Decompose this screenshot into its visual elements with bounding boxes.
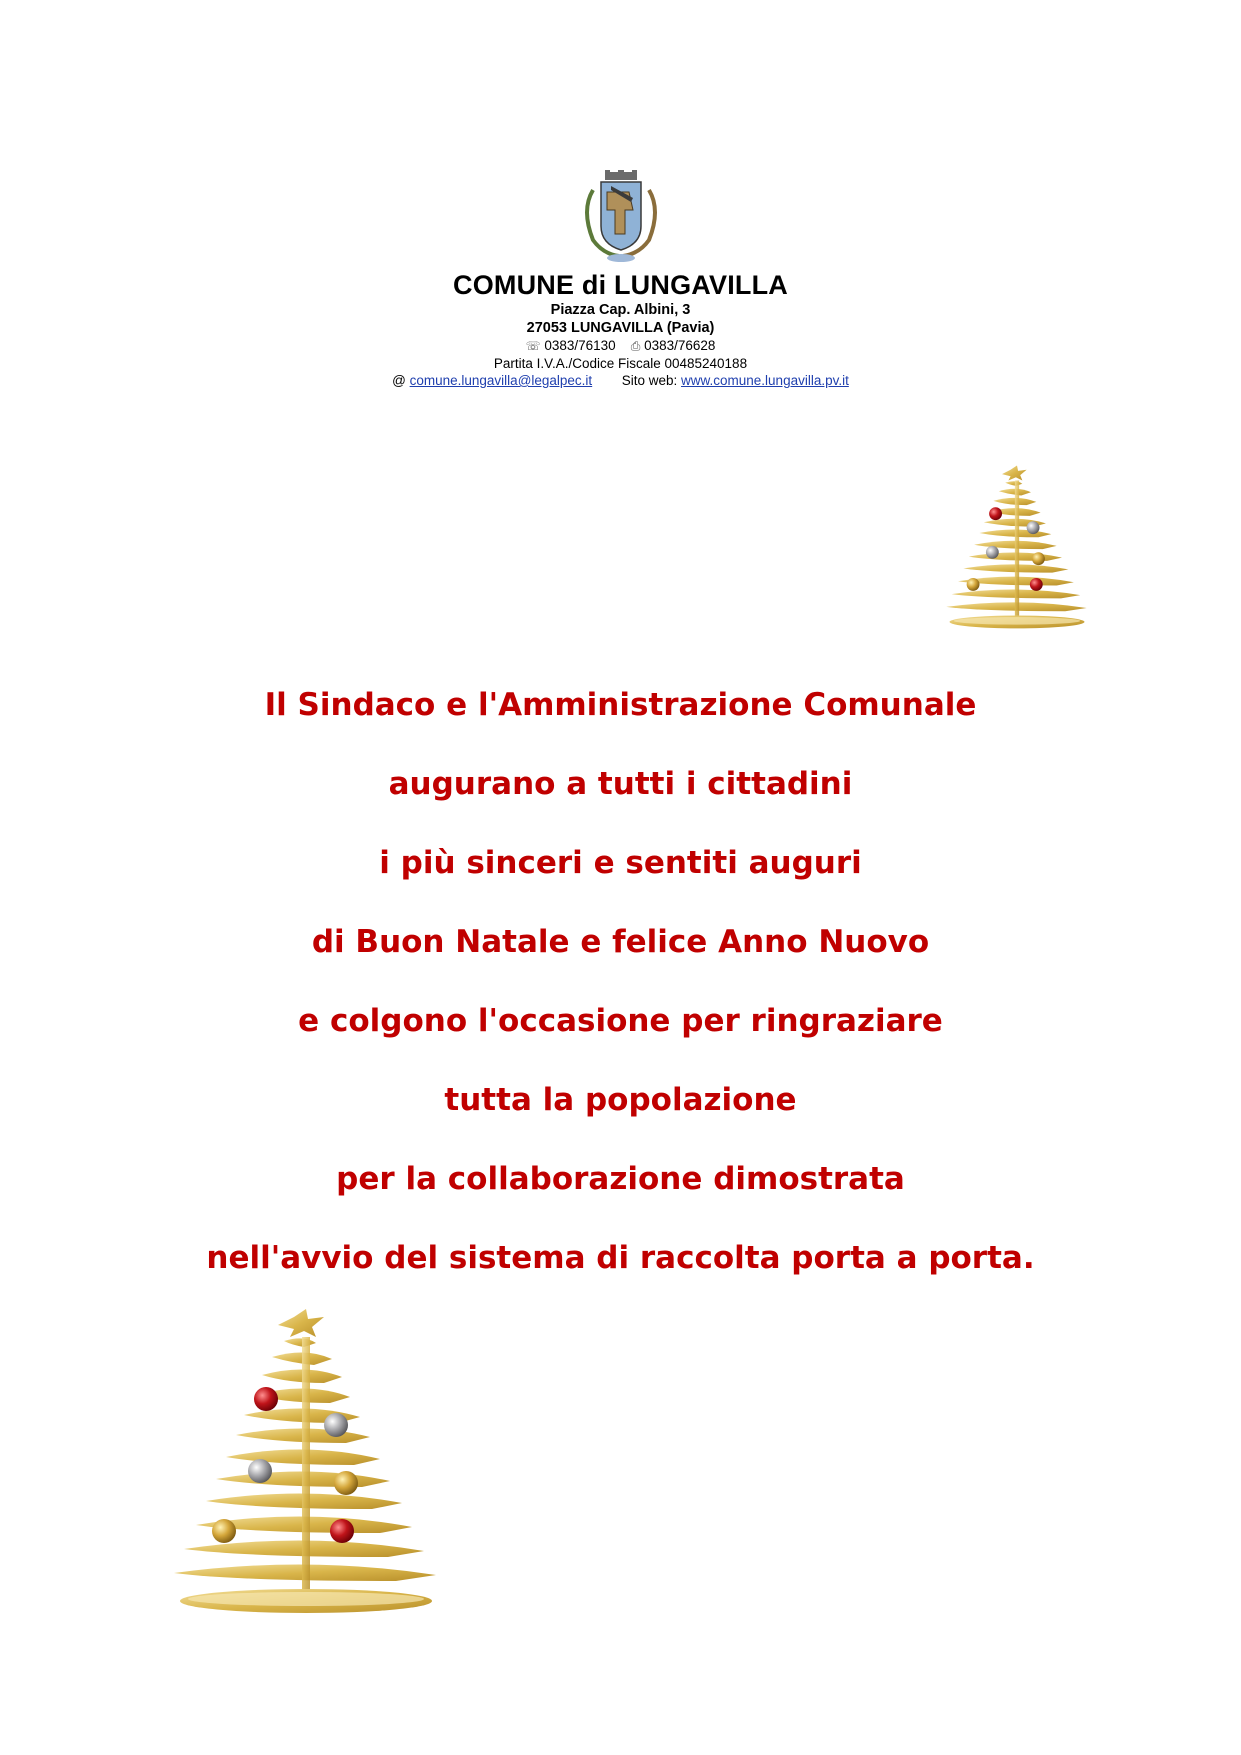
phone-icon: ☏	[525, 339, 541, 353]
greeting-line: per la collaborazione dimostrata	[336, 1161, 905, 1197]
contact-phones	[0, 337, 1241, 355]
email-prefix: @	[392, 373, 406, 388]
email-link[interactable]: comune.lungavilla@legalpec.it	[409, 373, 593, 388]
address-street: Piazza Cap. Albini, 3	[550, 302, 691, 318]
website-link[interactable]: www.comune.lungavilla.pv.it	[681, 373, 849, 388]
greeting-message	[0, 666, 1241, 1298]
greeting-line: augurano a tutti i cittadini	[388, 766, 853, 802]
fax-number: 0383/76628	[644, 338, 716, 353]
fax-icon: ⎙	[630, 339, 641, 353]
coat-of-arms-icon	[571, 170, 671, 266]
contact-web	[0, 372, 1241, 389]
greeting-line: nell'avvio del sistema di raccolta porta a porta.	[206, 1240, 1035, 1276]
vat-number: Partita I.V.A./Codice Fiscale 00485240188	[493, 356, 748, 371]
christmas-tree-icon	[942, 448, 1092, 648]
letterhead	[0, 170, 1241, 389]
web-label: Sito web:	[621, 373, 678, 388]
greeting-line: tutta la popolazione	[444, 1082, 797, 1118]
greeting-line: Il Sindaco e l'Amministrazione Comunale	[264, 687, 977, 723]
address-city: 27053 LUNGAVILLA (Pavia)	[526, 320, 715, 336]
greeting-line: e colgono l'occasione per ringraziare	[298, 1003, 943, 1039]
greeting-line: i più sinceri e sentiti auguri	[379, 845, 862, 881]
christmas-tree-icon	[166, 1303, 446, 1623]
organization-name: COMUNE di LUNGAVILLA	[453, 270, 788, 300]
phone-number: 0383/76130	[544, 338, 616, 353]
greeting-line: di Buon Natale e felice Anno Nuovo	[311, 924, 930, 960]
